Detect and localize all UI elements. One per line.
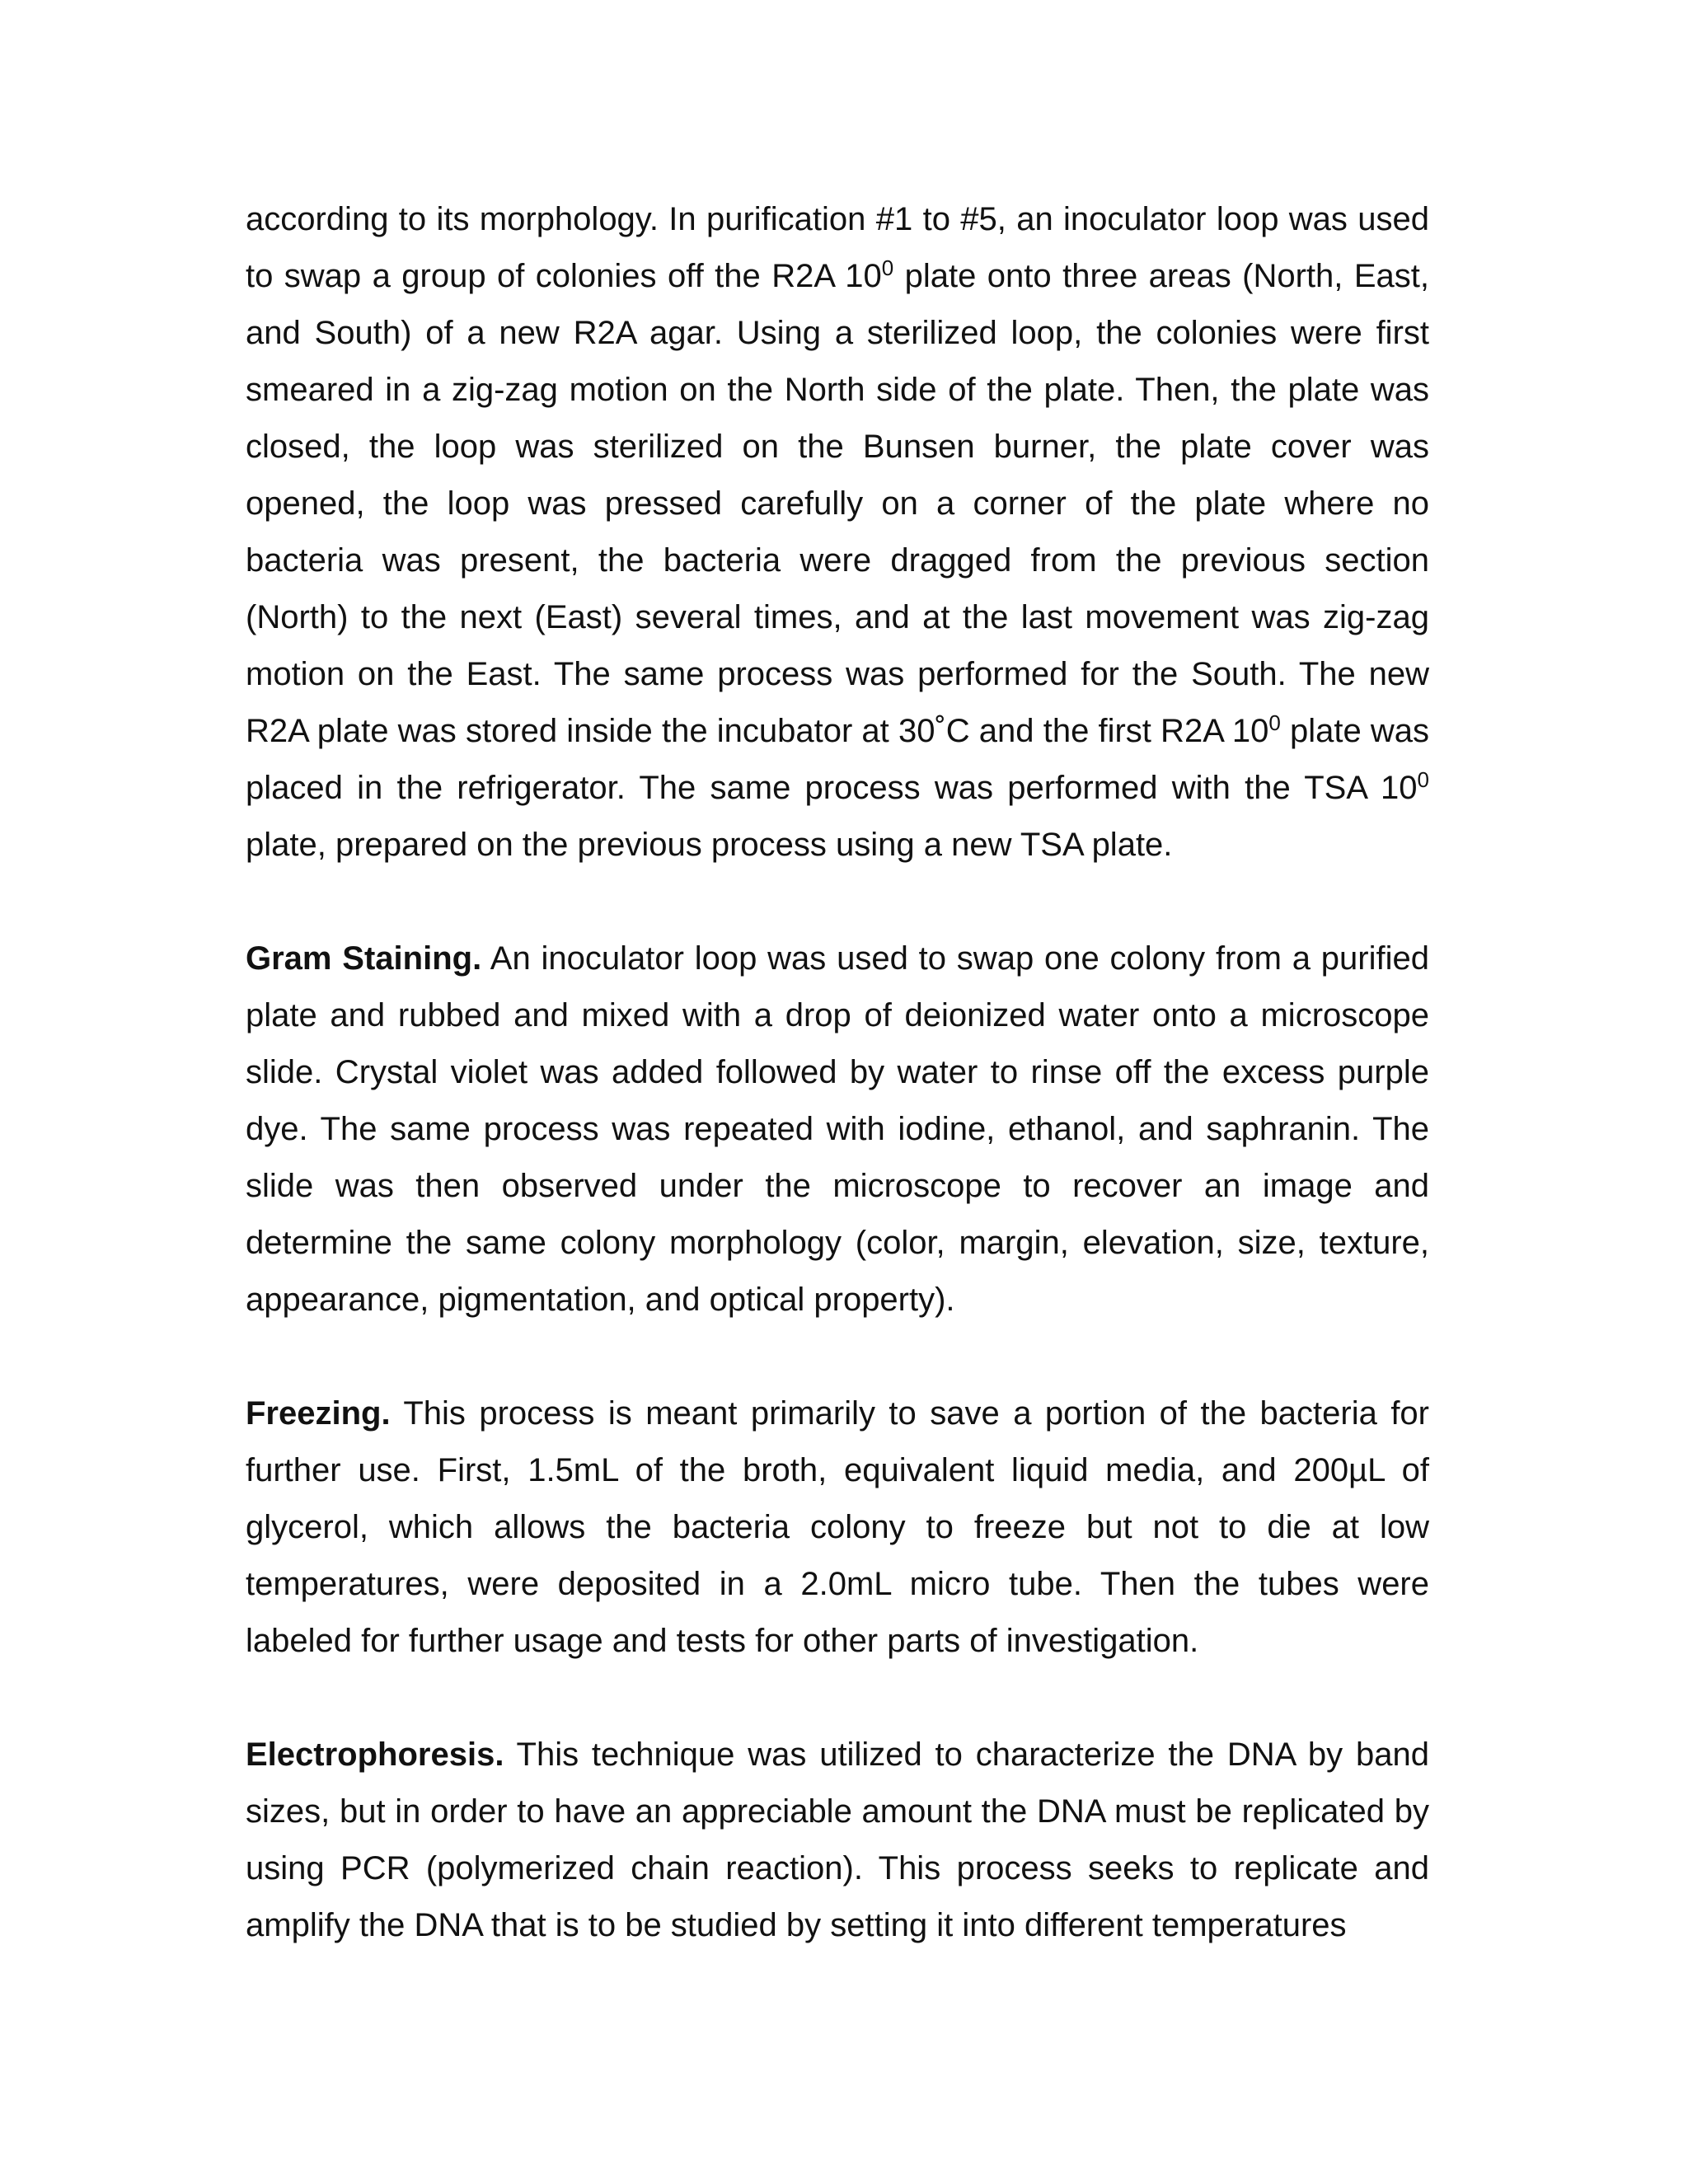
superscript-exponent: 0 xyxy=(1417,767,1429,792)
paragraph-gram-staining xyxy=(246,930,1429,1329)
purification-text-1: according to its morphology. In purification #1 to #5, an inoculator loop was used to swap a group of colonies off the R2A 10 xyxy=(246,201,1429,294)
paragraph-electrophoresis xyxy=(246,1727,1429,1954)
paragraph-freezing xyxy=(246,1385,1429,1670)
gram-staining-text: An inoculator loop was used to swap one colony from a purified plate and rubbed and mixed with a drop of deionized water onto a microscope slide. Crystal violet was added followed by water to rinse off the excess purple dye. The same process was repeated with iodine, ethanol, and saphranin. The slide was then observed under the microscope to recover an image and determine the same colony morphology (color, margin, elevation, size, texture, appearance, pigmentation, and optical property). xyxy=(246,940,1429,1318)
superscript-exponent: 0 xyxy=(881,255,894,280)
purification-text-4: plate, prepared on the previous process using a new TSA plate. xyxy=(246,827,1173,863)
electrophoresis-text: This technique was utilized to characterize the DNA by band sizes, but in order to have an appreciable amount the DNA must be replicated by using PCR (polymerized chain reaction). This process seeks to replicate and amplify the DNA that is to be studied by setting it into different temperatures xyxy=(246,1736,1429,1943)
superscript-exponent: 0 xyxy=(1268,710,1281,735)
paragraph-purification xyxy=(246,191,1429,874)
section-heading-gram-staining: Gram Staining. xyxy=(246,940,482,977)
purification-text-2: plate onto three areas (North, East, and South) of a new R2A agar. Using a sterilized loop, the colonies were first smeared in a zig-zag motion on the North side of the plate. Then, the plate was closed, the loop was sterilized on the Bunsen burner, the plate cover was opened, the loop was pressed carefully on a corner of the plate where no bacteria was present, the bacteria were dragged from the previous section (North) to the next (East) several times, and at the last movement was zig-zag motion on the East. The same process was performed for the South. The new R2A plate was stored inside the incubator at 30˚C and the first R2A 10 xyxy=(246,258,1429,749)
freezing-text: This process is meant primarily to save a portion of the bacteria for further use. First, 1.5mL of the broth, equivalent liquid media, and 200µL of glycerol, which allows the bacteria colony to freeze but not to die at low temperatures, were deposited in a 2.0mL micro tube. Then the tubes were labeled for further usage and tests for other parts of investigation. xyxy=(246,1395,1429,1659)
body-text xyxy=(246,191,1429,1954)
section-heading-electrophoresis: Electrophoresis. xyxy=(246,1736,504,1773)
section-heading-freezing: Freezing. xyxy=(246,1395,391,1432)
purification-text-3: plate was placed in the refrigerator. The same process was performed with the TSA 10 xyxy=(246,713,1429,806)
